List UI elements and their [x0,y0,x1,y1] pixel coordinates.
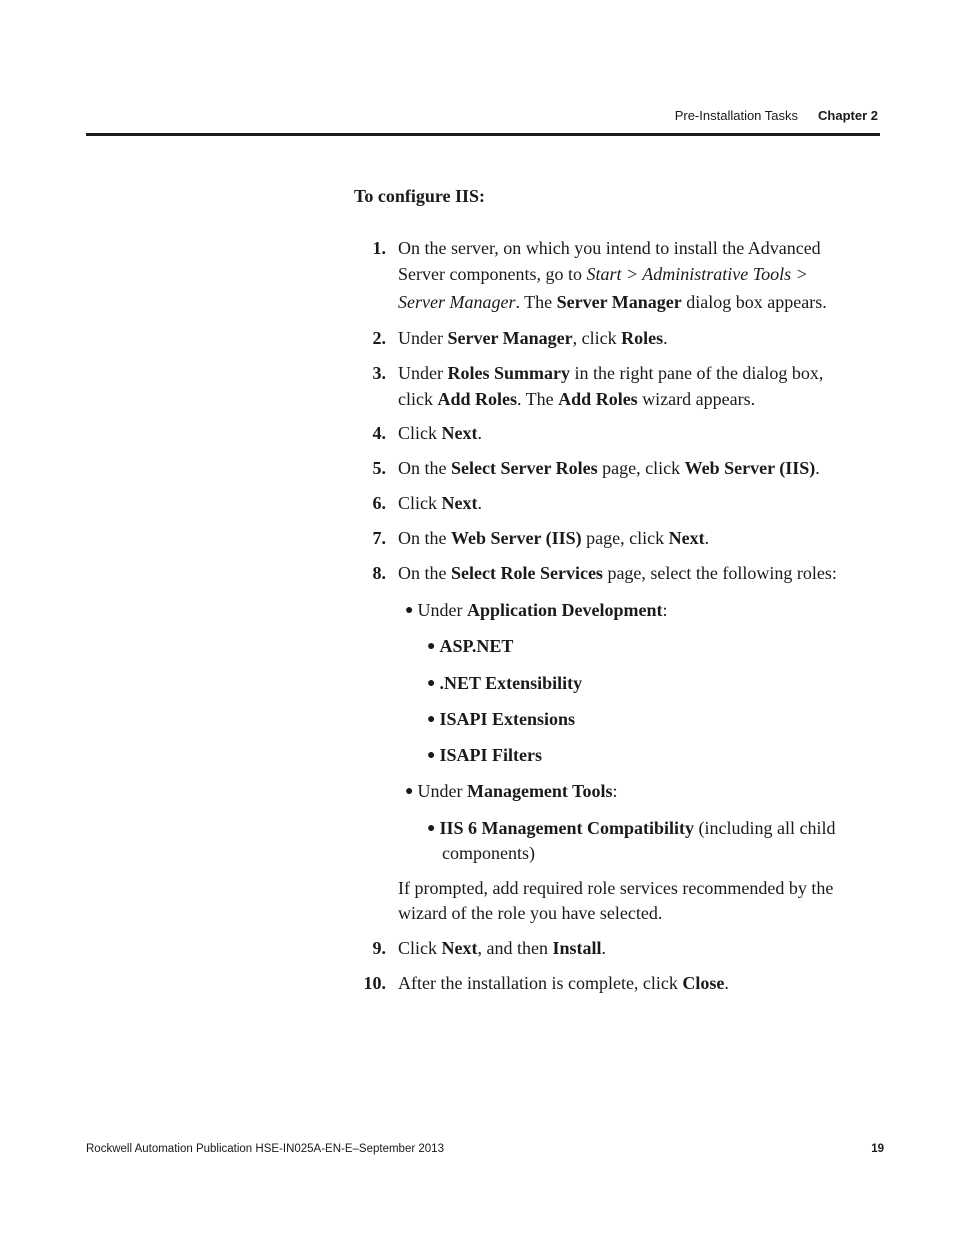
step-9-text: Click Next, and then Install. [398,938,606,958]
step-3-line-2: click Add Roles. The Add Roles wizard appears. [398,389,756,409]
step-6-number: 6. [372,493,386,513]
step-9-number: 9. [372,938,386,958]
step-2-number: 2. [372,328,386,348]
step-5-number: 5. [372,458,386,478]
step-1-line-1: On the server, on which you intend to install the Advanced [398,238,821,258]
note-line-2: wizard of the role you have selected. [398,903,663,923]
step-8-text: On the Select Role Services page, select the following roles: [398,563,837,583]
bullet-dot-icon: ● [427,676,436,691]
header-chapter: Chapter 2 [818,108,878,123]
step-1-number: 1. [372,238,386,258]
procedure-title: To configure IIS: [354,186,486,206]
step-4-number: 4. [372,423,386,443]
page-number: 19 [871,1143,884,1155]
note-line-1: If prompted, add required role services recommended by the [398,878,834,898]
bullet-dot-icon: ● [427,748,436,763]
bullet-application-development: ● Under Application Development: [405,600,668,620]
role-item-continuation: components) [442,843,535,863]
step-5-text: On the Select Server Roles page, click Web Server (IIS). [398,458,820,478]
step-3-number: 3. [372,363,386,383]
bullet-dot-icon: ● [427,821,436,836]
bullet-dot-icon: ● [405,603,414,618]
step-1-line-3: Server Manager. The Server Manager dialog box appears. [398,292,827,312]
step-4-text: Click Next. [398,423,482,443]
step-8-number: 8. [372,563,386,583]
bullet-management-tools: ● Under Management Tools: [405,781,618,801]
header-section: Pre-Installation Tasks [674,108,799,123]
role-item: ● ISAPI Filters [427,745,542,765]
bullet-dot-icon: ● [427,639,436,654]
step-7-text: On the Web Server (IIS) page, click Next. [398,528,710,548]
role-item: ● .NET Extensibility [427,673,583,693]
step-3-line-1: Under Roles Summary in the right pane of the dialog box, [398,363,824,383]
step-2-text: Under Server Manager, click Roles. [398,328,668,348]
step-10-text: After the installation is complete, click Close. [398,973,729,993]
bullet-dot-icon: ● [405,784,414,799]
role-item: ● ISAPI Extensions [427,709,576,729]
role-item: ● ASP.NET [427,636,514,656]
step-7-number: 7. [372,528,386,548]
bullet-dot-icon: ● [427,712,436,727]
header-rule [86,133,880,136]
footer-publication: Rockwell Automation Publication HSE-IN025A-EN-E–September 2013 [86,1143,444,1155]
running-header [675,108,878,123]
step-1-line-2: Server components, go to Start > Administrative Tools > [398,264,808,284]
step-6-text: Click Next. [398,493,482,513]
step-10-number: 10. [363,973,386,993]
role-item: ● IIS 6 Management Compatibility (including all child [427,818,836,838]
